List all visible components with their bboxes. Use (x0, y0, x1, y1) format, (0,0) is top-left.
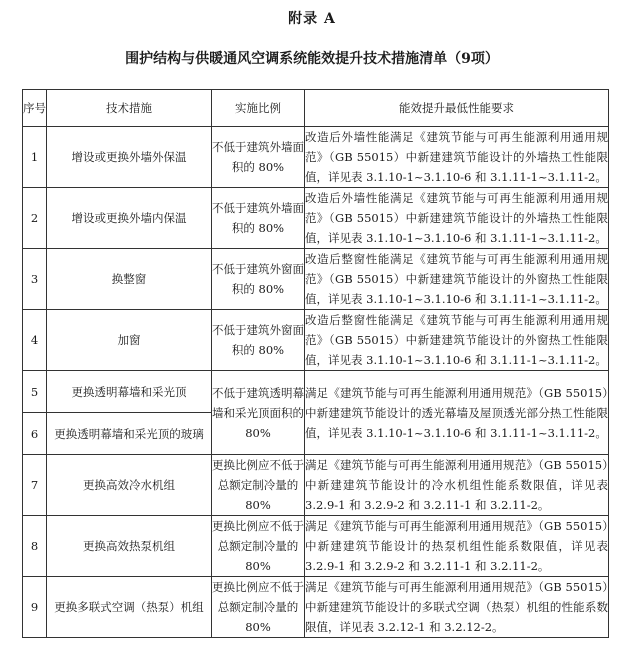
row-number: 6 (23, 413, 47, 455)
table-row (23, 127, 609, 188)
row-ratio: 更换比例应不低于总额定制冷量的 80% (212, 455, 305, 516)
page-title: 围护结构与供暖通风空调系统能效提升技术措施清单（9项） (125, 51, 499, 67)
row-measure: 更换高效冷水机组 (47, 455, 212, 516)
table-row (23, 516, 609, 577)
row-measure: 更换多联式空调（热泵）机组 (47, 577, 212, 638)
measures-table (22, 89, 609, 638)
row-measure: 更换透明幕墙和采光顶 (47, 371, 212, 413)
row-measure: 换整窗 (47, 249, 212, 310)
row-number: 8 (23, 516, 47, 577)
table-row (23, 577, 609, 638)
row-requirement: 满足《建筑节能与可再生能源利用通用规范》（GB 55015）中新建建筑节能设计的多联式空调（热泵）机组的性能系数限值，详见表 3.2.12-1 和 3.2.12-2。 (305, 577, 609, 638)
row-requirement: 满足《建筑节能与可再生能源利用通用规范》（GB 55015）中新建建筑节能设计的热泵机组性能系数限值，详见表 3.2.9-1 和 3.2.9-2 和 3.2.11-1 和 3.2.11-2。 (305, 516, 609, 577)
row-requirement: 满足《建筑节能与可再生能源利用通用规范》（GB 55015）中新建建筑节能设计的冷水机组性能系数限值，详见表 3.2.9-1 和 3.2.9-2 和 3.2.11-1 和 3.2.11-2。 (305, 455, 609, 516)
row-ratio: 不低于建筑外墙面积的 80% (212, 127, 305, 188)
row-measure: 更换透明幕墙和采光顶的玻璃 (47, 413, 212, 455)
row-ratio: 更换比例应不低于总额定制冷量的 80% (212, 577, 305, 638)
header-ratio: 实施比例 (212, 90, 305, 127)
row-ratio: 不低于建筑外墙面积的 80% (212, 188, 305, 249)
row-measure: 增设或更换外墙外保温 (47, 127, 212, 188)
row-number: 3 (23, 249, 47, 310)
row-number: 9 (23, 577, 47, 638)
row-number: 4 (23, 310, 47, 371)
row-number: 7 (23, 455, 47, 516)
row-number: 5 (23, 371, 47, 413)
row-ratio: 不低于建筑外窗面积的 80% (212, 249, 305, 310)
table-row (23, 310, 609, 371)
row-ratio: 不低于建筑外窗面积的 80% (212, 310, 305, 371)
row-measure: 加窗 (47, 310, 212, 371)
row-number: 1 (23, 127, 47, 188)
table-header-row (23, 90, 609, 127)
row-ratio: 不低于建筑透明幕墙和采光顶面积的 80% (212, 371, 305, 455)
header-requirement: 能效提升最低性能要求 (305, 90, 609, 127)
header-no: 序号 (23, 90, 47, 127)
row-requirement: 改造后外墙性能满足《建筑节能与可再生能源利用通用规范》（GB 55015）中新建建筑节能设计的外墙热工性能限值，详见表 3.1.10-1~3.1.10-6 和 3.1.11-1~3.1.11-2。 (305, 127, 609, 188)
row-measure: 增设或更换外墙内保温 (47, 188, 212, 249)
row-requirement: 改造后整窗性能满足《建筑节能与可再生能源利用通用规范》（GB 55015）中新建建筑节能设计的外窗热工性能限值，详见表 3.1.10-1~3.1.10-6 和 3.1.11-1~3.1.11-2。 (305, 249, 609, 310)
row-measure: 更换高效热泵机组 (47, 516, 212, 577)
row-requirement: 满足《建筑节能与可再生能源利用通用规范》（GB 55015）中新建建筑节能设计的透光幕墙及屋顶透光部分热工性能限值，详见表 3.1.10-1~3.1.10-6 和 3.1.11-1~3.1.11-2。 (305, 371, 609, 455)
row-requirement: 改造后外墙性能满足《建筑节能与可再生能源利用通用规范》（GB 55015）中新建建筑节能设计的外墙热工性能限值，详见表 3.1.10-1~3.1.10-6 和 3.1.11-1~3.1.11-2。 (305, 188, 609, 249)
row-requirement: 改造后整窗性能满足《建筑节能与可再生能源利用通用规范》（GB 55015）中新建建筑节能设计的外窗热工性能限值，详见表 3.1.10-1~3.1.10-6 和 3.1.11-1~3.1.11-2。 (305, 310, 609, 371)
table-row (23, 188, 609, 249)
row-ratio: 更换比例应不低于总额定制冷量的 80% (212, 516, 305, 577)
table-row (23, 455, 609, 516)
table-row (23, 371, 609, 413)
header-measure: 技术措施 (47, 90, 212, 127)
row-number: 2 (23, 188, 47, 249)
appendix-label: 附录 A (288, 11, 336, 27)
table-row (23, 249, 609, 310)
